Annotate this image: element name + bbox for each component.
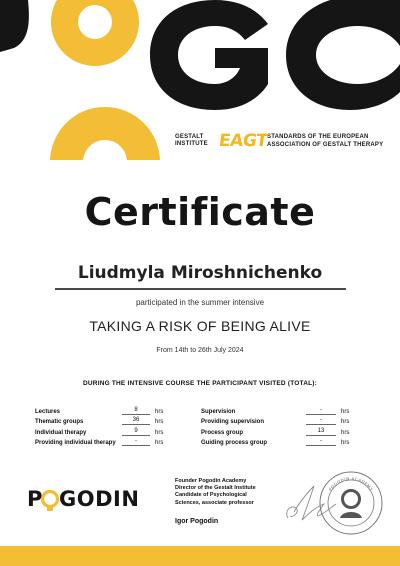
bottom-accent-bar xyxy=(0,546,400,566)
signer-name: Igor Pogodin xyxy=(175,518,219,525)
stat-row xyxy=(35,425,170,436)
certificate-title: Certificate xyxy=(84,190,316,234)
stat-row xyxy=(201,425,356,436)
stat-label: Providing individual therapy xyxy=(35,440,116,446)
founder-credentials: Founder Pogodin Academy Director of the Gestalt Institute Candidate of Psychological Sciences, associate professor xyxy=(175,478,256,506)
stat-unit: hrs xyxy=(155,429,164,436)
stat-row xyxy=(201,436,356,447)
stats-right xyxy=(201,404,356,446)
gestalt-institute-label: GESTALT INSTITUTE xyxy=(175,134,208,147)
association-header xyxy=(175,128,400,154)
eagt-logo: EAGT xyxy=(217,131,269,151)
stats-left xyxy=(35,404,170,446)
stat-row xyxy=(35,415,170,426)
svg-text:POGODIN ACADEMY: POGODIN ACADEMY xyxy=(327,475,375,493)
stat-row xyxy=(201,415,356,426)
participant-name: Liudmyla Miroshnichenko xyxy=(77,263,323,283)
stat-value: 36 xyxy=(122,417,150,425)
stat-value: - xyxy=(306,417,336,425)
pogodin-logo xyxy=(27,484,147,514)
academy-seal xyxy=(318,470,384,536)
stat-label: Process group xyxy=(201,429,244,436)
stat-value: - xyxy=(306,438,336,446)
stat-label: Lectures xyxy=(35,408,61,415)
stat-row xyxy=(201,404,356,415)
eagt-description: STANDARDS OF THE EUROPEAN ASSOCIATION OF GESTALT THERAPY xyxy=(267,134,384,148)
name-underline xyxy=(55,288,346,290)
stat-label: Guiding process group xyxy=(201,440,268,446)
stat-unit: hrs xyxy=(341,429,350,436)
stat-value: - xyxy=(122,438,150,446)
stat-unit: hrs xyxy=(155,419,164,425)
svg-text:P: P xyxy=(27,487,43,511)
stat-value: - xyxy=(306,407,336,415)
stat-value: 9 xyxy=(122,428,150,436)
stat-unit: hrs xyxy=(155,408,164,415)
course-name: TAKING A RISK OF BEING ALIVE xyxy=(89,318,311,334)
participated-text: participated in the summer intensive xyxy=(135,298,265,307)
stat-row xyxy=(35,436,170,447)
stat-unit: hrs xyxy=(341,419,350,425)
stat-label: Supervision xyxy=(201,408,236,415)
course-dates: From 14th to 26th July 2024 xyxy=(156,347,244,354)
stat-unit: hrs xyxy=(341,408,350,415)
stat-value: 13 xyxy=(306,428,336,436)
stat-unit: hrs xyxy=(341,440,350,446)
svg-text:GODIN: GODIN xyxy=(59,487,140,511)
stat-value: 8 xyxy=(122,407,150,415)
stat-label: Providing supervision xyxy=(201,419,265,425)
visited-heading: DURING THE INTENSIVE COURSE THE PARTICIPANT VISITED (TOTAL): xyxy=(83,380,317,387)
stat-label: Individual therapy xyxy=(35,429,87,436)
stat-row xyxy=(35,404,170,415)
stat-label: Thematic groups xyxy=(35,419,84,425)
stat-unit: hrs xyxy=(155,440,164,446)
